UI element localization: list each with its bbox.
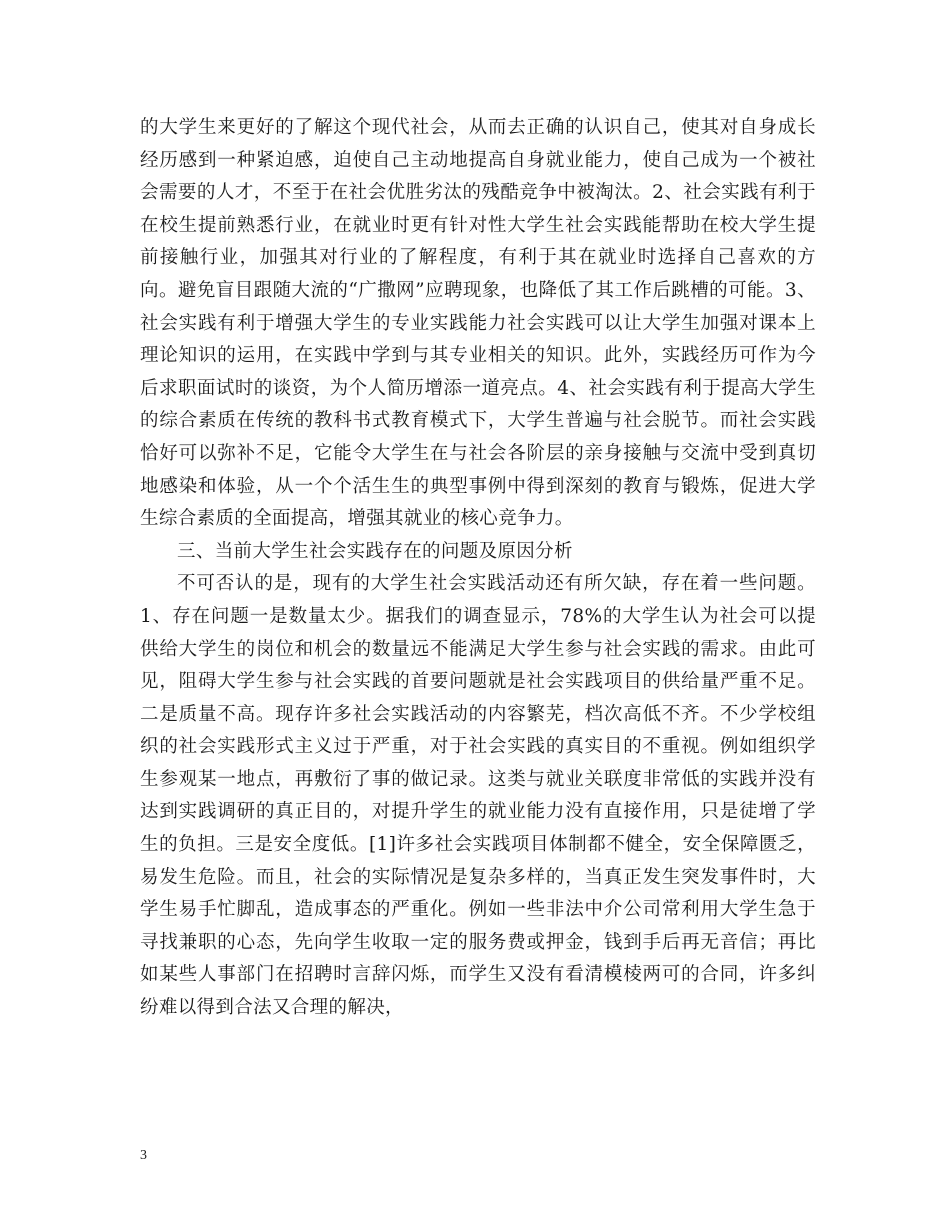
paragraph: 不可否认的是，现有的大学生社会实践活动还有所欠缺，存在着一些问题。1、存在问题一是数量太少。据我们的调查显示，78%的大学生认为社会可以提供给大学生的岗位和机会的数量远不能满足大学生参与社会实践的需求。由此可见，阻碍大学生参与社会实践的首要问题就是社会实践项目的供给量严重不足。二是质量不高。现存许多社会实践活动的内容繁芜，档次高低不齐。不少学校组织的社会实践形式主义过于严重，对于社会实践的真实目的不重视。例如组织学生参观某一地点，再敷衍了事的做记录。这类与就业关联度非常低的实践并没有达到实践调研的真正目的，对提升学生的就业能力没有直接作用，只是徒增了学生的负担。三是安全度低。[1]许多社会实践项目体制都不健全，安全保障匮乏，易发生危险。而且，社会的实际情况是复杂多样的，当真正发生突发事件时，大学生易手忙脚乱，造成事态的严重化。例如一些非法中介公司常利用大学生急于寻找兼职的心态，先向学生收取一定的服务费或押金，钱到手后再无音信；再比如某些人事部门在招聘时言辞闪烁，而学生又没有看清模棱两可的合同，许多纠纷难以得到合法又合理的解决， — [140, 573, 816, 1019]
section-heading: 三、当前大学生社会实践存在的问题及原因分析 — [177, 540, 573, 562]
page-number: 3 — [140, 1148, 147, 1163]
body-text — [140, 112, 816, 1025]
paragraph-continuation: 的大学生来更好的了解这个现代社会，从而去正确的认识自己，使其对自身成长经历感到一种紧迫感，迫使自己主动地提高自身就业能力，使自己成为一个被社会需要的人才，不至于在社会优胜劣汰的残酷竞争中被淘汰。2、社会实践有利于在校生提前熟悉行业，在就业时更有针对性大学生社会实践能帮助在校大学生提前接触行业，加强其对行业的了解程度，有利于其在就业时选择自己喜欢的方向。避免盲目跟随大流的“广撒网”应聘现象，也降低了其工作后跳槽的可能。3、社会实践有利于增强大学生的专业实践能力社会实践可以让大学生加强对课本上理论知识的运用，在实践中学到与其专业相关的知识。此外，实践经历可作为今后求职面试时的谈资，为个人简历增添一道亮点。4、社会实践有利于提高大学生的综合素质在传统的教科书式教育模式下，大学生普遍与社会脱节。而社会实践恰好可以弥补不足，它能令大学生在与社会各阶层的亲身接触与交流中受到真切地感染和体验，从一个个活生生的典型事例中得到深刻的教育与锻炼，促进大学生综合素质的全面提高，增强其就业的核心竞争力。 — [140, 117, 816, 530]
